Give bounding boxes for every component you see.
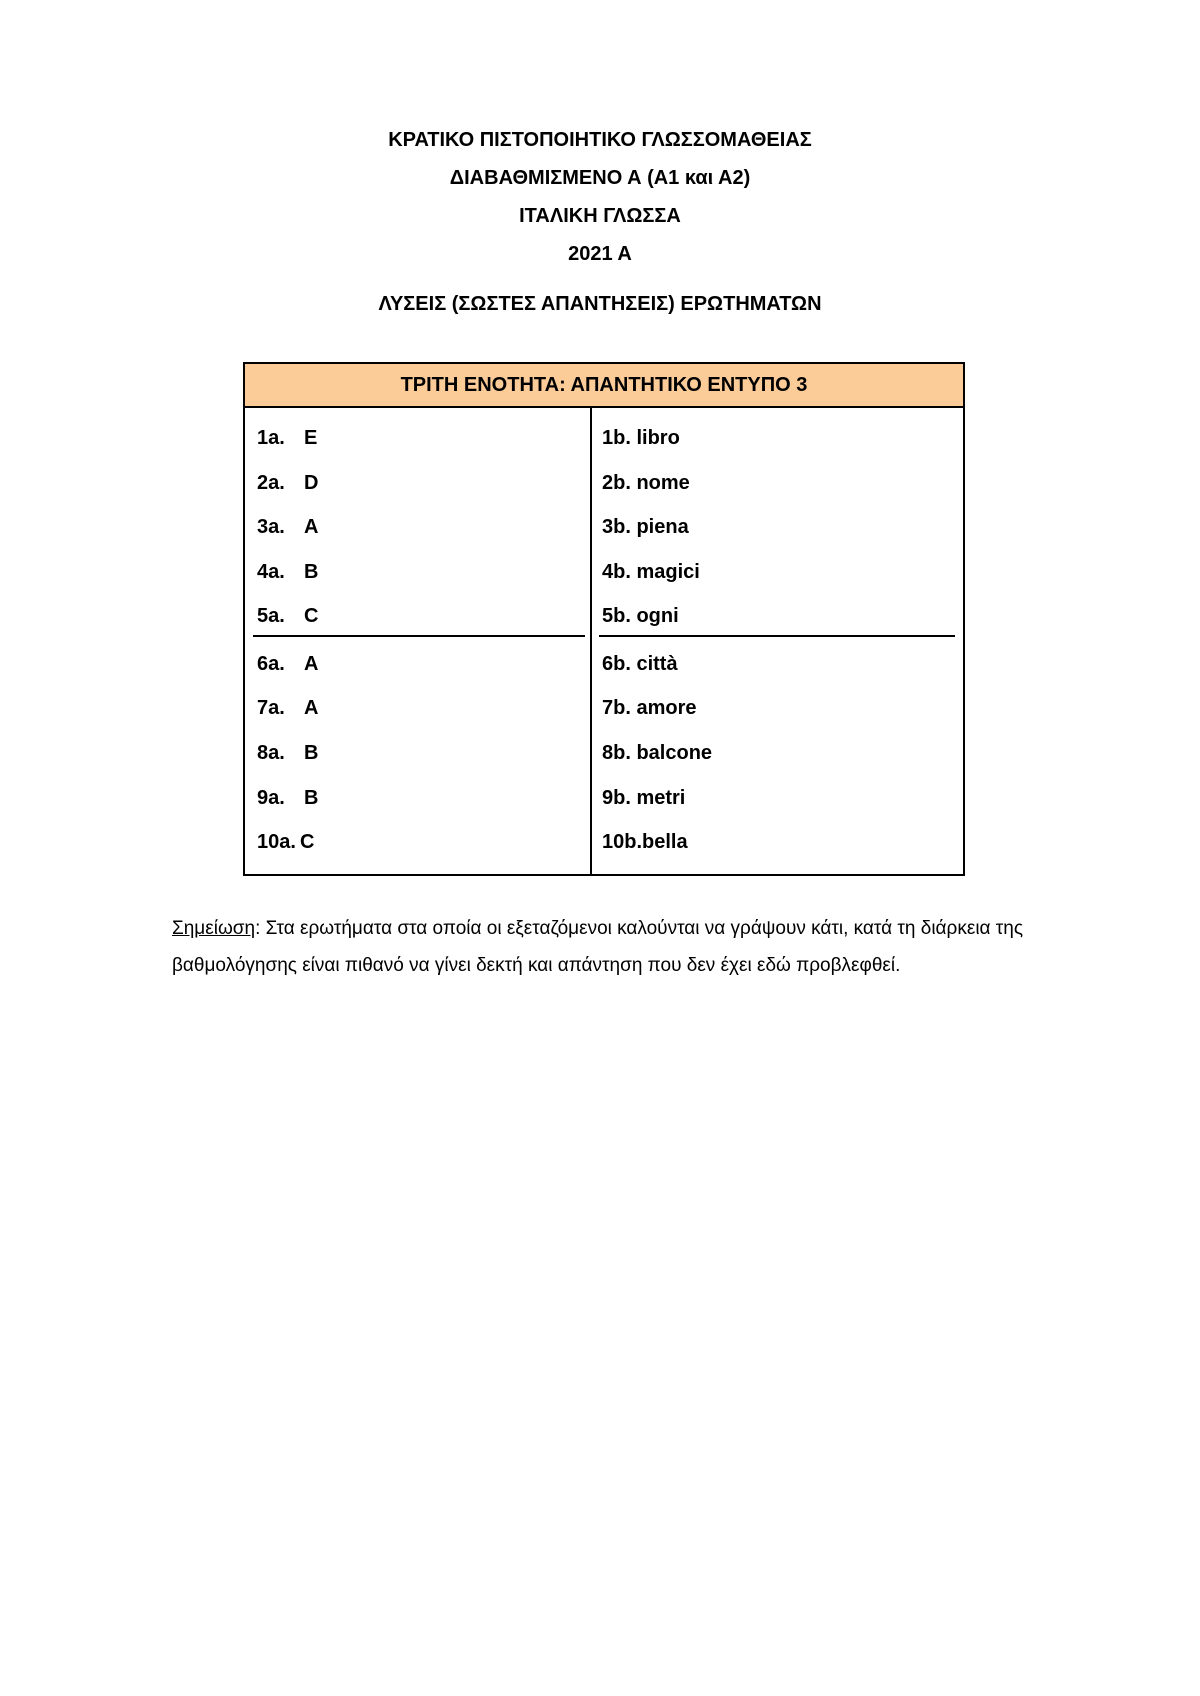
answer-a-number: 3a. — [257, 516, 285, 538]
answer-a-value: A — [304, 516, 319, 538]
answer-a-number: 2a. — [257, 472, 285, 494]
answer-b: 5b. ogni — [602, 605, 679, 627]
answer-a-value: A — [304, 653, 319, 675]
answer-b: 4b. magici — [602, 561, 700, 583]
title-line-3: ΙΤΑΛΙΚΗ ΓΛΩΣΣΑ — [519, 205, 681, 227]
row-divider-right — [599, 635, 955, 637]
answer-a-number: 7a. — [257, 697, 285, 719]
title-line-4: 2021 Α — [568, 243, 632, 265]
answer-a-value: B — [304, 561, 319, 583]
answer-b: 2b. nome — [602, 472, 690, 494]
answer-a-value: B — [304, 742, 319, 764]
answer-a-value: A — [304, 697, 319, 719]
column-divider — [590, 408, 592, 874]
answer-a-value: B — [304, 787, 319, 809]
answer-a-number: 9a. — [257, 787, 285, 809]
answer-a-value: C — [304, 605, 319, 627]
answer-b: 1b. libro — [602, 427, 680, 449]
answer-b: 9b. metri — [602, 787, 686, 809]
answer-a-value: D — [304, 472, 319, 494]
answer-a-value: C — [300, 831, 315, 853]
answer-a-number: 8a. — [257, 742, 285, 764]
note-text: : Στα ερωτήματα στα οποία οι εξεταζόμενοι καλούνται να γράψουν κάτι, κατά τη διάρκεια της βαθμολόγησης είναι πιθανό να γίνει δεκτή και απάντηση που δεν έχει εδώ προβλεφθεί. — [172, 918, 1024, 976]
answer-b: 10b.bella — [602, 831, 688, 853]
note-label: Σημείωση — [172, 918, 256, 939]
answer-b: 8b. balcone — [602, 742, 713, 764]
row-divider-left — [253, 635, 585, 637]
answer-a-number: 5a. — [257, 605, 285, 627]
answers-table — [243, 362, 965, 876]
title-line-5: ΛΥΣΕΙΣ (ΣΩΣΤΕΣ ΑΠΑΝΤΗΣΕΙΣ) ΕΡΩΤΗΜΑΤΩΝ — [378, 293, 822, 315]
answer-a-number: 10a. — [257, 831, 296, 853]
answers-table-title: ΤΡΙΤΗ ΕΝΟΤΗΤΑ: ΑΠΑΝΤΗΤΙΚΟ ΕΝΤΥΠΟ 3 — [245, 364, 963, 408]
grading-note — [172, 910, 1052, 984]
answer-b: 7b. amore — [602, 697, 697, 719]
answer-a-number: 6a. — [257, 653, 285, 675]
answer-a-number: 1a. — [257, 427, 285, 449]
title-line-2: ΔΙΑΒΑΘΜΙΣΜΕΝΟ Α (Α1 και Α2) — [449, 167, 751, 189]
answer-a-number: 4a. — [257, 561, 285, 583]
title-line-1: ΚΡΑΤΙΚΟ ΠΙΣΤΟΠΟΙΗΤΙΚΟ ΓΛΩΣΣΟΜΑΘΕΙΑΣ — [388, 129, 812, 151]
answer-a-value: E — [304, 427, 318, 449]
answer-b: 6b. città — [602, 653, 678, 675]
answer-b: 3b. piena — [602, 516, 689, 538]
